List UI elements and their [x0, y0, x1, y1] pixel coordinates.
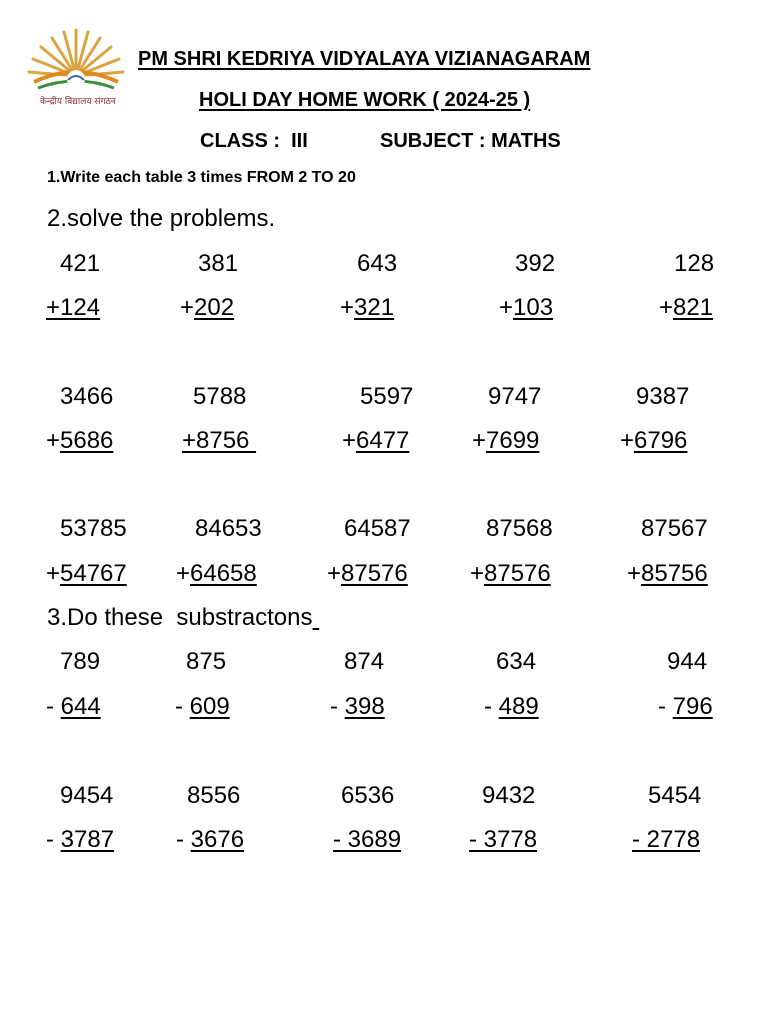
- addend: 54767: [60, 560, 127, 587]
- operator: -: [46, 826, 61, 853]
- q2-r3-bottom-3: [327, 562, 408, 586]
- q3-r2-bottom-5: [632, 828, 700, 852]
- subtrahend: - 2778: [632, 826, 701, 853]
- subtrahend: 609: [189, 693, 230, 720]
- question-1: 1.Write each table 3 times FROM 2 TO 20: [47, 169, 356, 186]
- q2-r2-top-3: 5597: [360, 383, 414, 410]
- addend: 5686: [60, 427, 114, 454]
- question-2-title: 2.solve the problems.: [47, 205, 276, 232]
- q3-r2-bottom-2: [176, 828, 244, 852]
- operator: +: [340, 294, 355, 321]
- operator: +: [46, 294, 61, 321]
- operator: +: [182, 427, 197, 454]
- q3-r2-top-2: 8556: [187, 782, 241, 809]
- q3-r2-top-4: 9432: [482, 782, 536, 809]
- operator: +: [470, 560, 485, 587]
- subtrahend: - 3689: [333, 826, 402, 853]
- subtrahend: - 3778: [469, 826, 538, 853]
- addend: 8756: [196, 427, 257, 454]
- q2-r1-top-2: 381: [198, 250, 239, 277]
- operator: +: [46, 560, 61, 587]
- q2-r2-bottom-2: [182, 429, 256, 453]
- addend: 85756: [641, 560, 708, 587]
- question-3-title: [47, 606, 319, 630]
- operator: -: [330, 693, 345, 720]
- q3-r2-bottom-3: [333, 828, 401, 852]
- operator: +: [659, 294, 674, 321]
- subject-label: SUBJECT : MATHS: [380, 130, 561, 152]
- blank-underline: [312, 604, 319, 631]
- q3-r1-top-4: 634: [496, 648, 537, 675]
- subtrahend: 644: [60, 693, 101, 720]
- q3-r2-bottom-4: [469, 828, 537, 852]
- q2-r1-top-4: 392: [515, 250, 556, 277]
- q2-r3-top-2: 84653: [195, 515, 262, 542]
- q2-r1-bottom-3: [340, 296, 394, 320]
- q2-r3-top-3: 64587: [344, 515, 411, 542]
- q2-r2-top-2: 5788: [193, 383, 247, 410]
- addend: 87576: [484, 560, 551, 587]
- operator: +: [620, 427, 635, 454]
- operator: +: [627, 560, 642, 587]
- q3-r1-top-5: 944: [667, 648, 708, 675]
- subtrahend: 398: [344, 693, 385, 720]
- q3-r1-top-3: 874: [344, 648, 385, 675]
- class-label: CLASS : III: [200, 130, 308, 152]
- q3-r1-top-2: 875: [186, 648, 227, 675]
- school-title: PM SHRI KEDRIYA VIDYALAYA VIZIANAGARAM: [138, 48, 591, 70]
- operator: -: [175, 693, 190, 720]
- subtrahend: 3676: [190, 826, 245, 853]
- q2-r1-bottom-5: [659, 296, 713, 320]
- q2-r1-top-5: 128: [674, 250, 715, 277]
- q2-r2-top-5: 9387: [636, 383, 690, 410]
- q2-r2-bottom-1: [46, 429, 113, 453]
- operator: -: [46, 693, 61, 720]
- subtrahend: 489: [498, 693, 539, 720]
- q2-r3-top-1: 53785: [60, 515, 127, 542]
- q2-r1-bottom-2: [180, 296, 234, 320]
- addend: 87576: [341, 560, 408, 587]
- operator: +: [499, 294, 514, 321]
- addend: 6796: [634, 427, 688, 454]
- q2-r3-top-5: 87567: [641, 515, 708, 542]
- operator: +: [46, 427, 61, 454]
- q2-r2-bottom-5: [620, 429, 687, 453]
- addend: 7699: [486, 427, 540, 454]
- q2-r3-bottom-1: [46, 562, 127, 586]
- q3-r1-bottom-2: [175, 695, 230, 719]
- q3-r2-top-1: 9454: [60, 782, 114, 809]
- q2-r3-bottom-5: [627, 562, 708, 586]
- addend: 6477: [356, 427, 410, 454]
- q2-r1-bottom-1: [46, 296, 100, 320]
- q2-r1-top-1: 421: [60, 250, 101, 277]
- q2-r2-bottom-4: [472, 429, 539, 453]
- subtrahend: 3787: [60, 826, 115, 853]
- addend: 124: [60, 294, 101, 321]
- kvs-logo: [24, 24, 128, 112]
- operator: -: [176, 826, 191, 853]
- q2-r3-bottom-4: [470, 562, 551, 586]
- q3-r2-top-3: 6536: [341, 782, 395, 809]
- addend: 821: [673, 294, 714, 321]
- q3-r1-bottom-4: [484, 695, 539, 719]
- q3-r2-top-5: 5454: [648, 782, 702, 809]
- operator: +: [176, 560, 191, 587]
- addend: 202: [194, 294, 235, 321]
- addend: 103: [513, 294, 554, 321]
- q3-r1-bottom-3: [330, 695, 385, 719]
- logo-caption: केन्द्रीय विद्यालय संगठन: [40, 97, 116, 107]
- operator: +: [180, 294, 195, 321]
- q3-r1-bottom-5: [658, 695, 713, 719]
- homework-title: HOLI DAY HOME WORK ( 2024-25 ): [199, 89, 531, 111]
- addend: 321: [354, 294, 395, 321]
- q2-r3-bottom-2: [176, 562, 257, 586]
- q2-r2-top-4: 9747: [488, 383, 542, 410]
- subtrahend: 796: [672, 693, 713, 720]
- q2-r3-top-4: 87568: [486, 515, 553, 542]
- q3-r2-bottom-1: [46, 828, 114, 852]
- q3-r1-bottom-1: [46, 695, 101, 719]
- operator: +: [342, 427, 357, 454]
- question-3-text: 3.Do these substractons: [47, 604, 313, 631]
- q2-r1-top-3: 643: [357, 250, 398, 277]
- q2-r2-bottom-3: [342, 429, 409, 453]
- q2-r2-top-1: 3466: [60, 383, 114, 410]
- operator: -: [484, 693, 499, 720]
- q2-r1-bottom-4: [499, 296, 553, 320]
- operator: +: [472, 427, 487, 454]
- addend: 64658: [190, 560, 257, 587]
- operator: +: [327, 560, 342, 587]
- operator: -: [658, 693, 673, 720]
- q3-r1-top-1: 789: [60, 648, 101, 675]
